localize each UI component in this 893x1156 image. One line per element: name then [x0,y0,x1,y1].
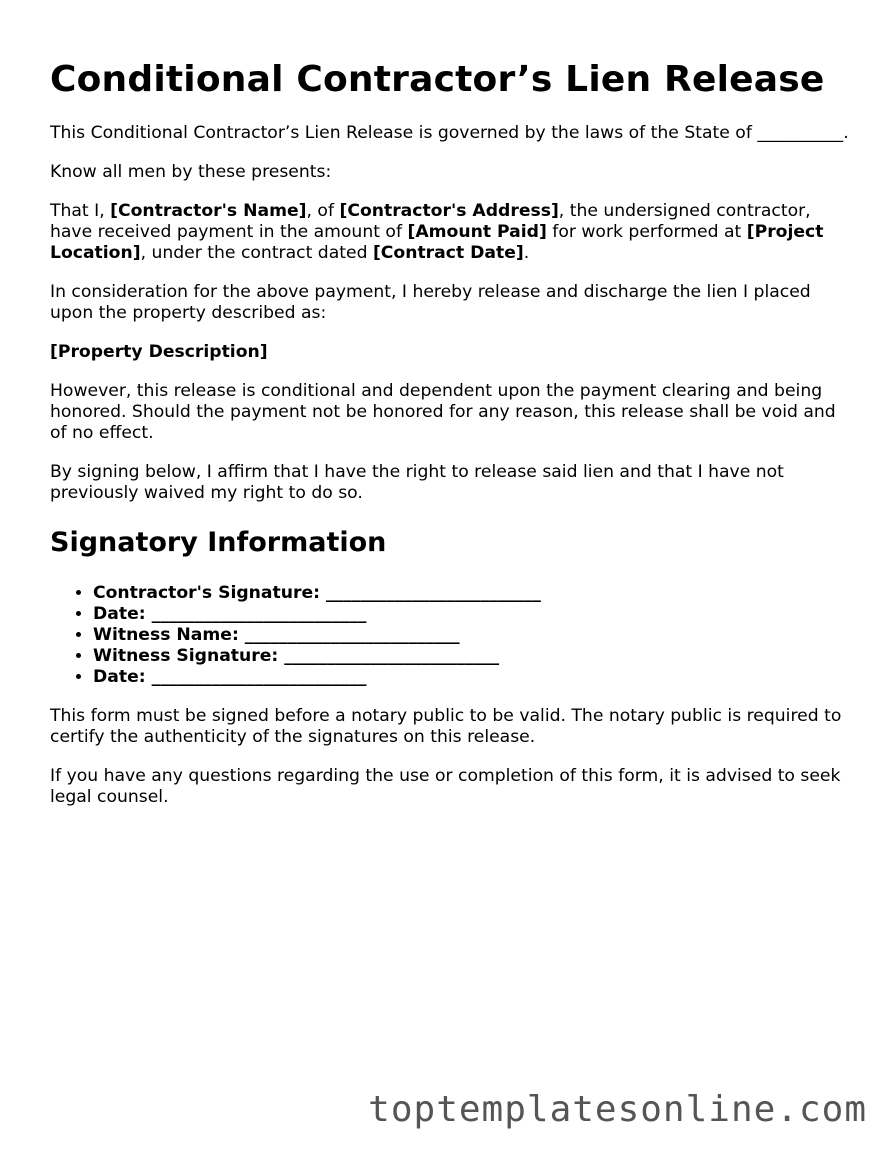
payment-paragraph [50,201,850,264]
document-page [50,58,850,826]
witness-name-line: • Witness Name: _________________________ [93,625,850,646]
payment-text-3: , the undersigned contractor, have received payment in the amount of [50,201,811,243]
payment-text-4: for work performed at [546,222,747,243]
project-location-placeholder: [Project Location] [50,222,824,264]
know-all-paragraph: Know all men by these presents: [50,162,332,183]
affirm-paragraph: By signing below, I affirm that I have the right to release said lien and that I have not previously waived my right to do so. [50,462,784,504]
contractor-date-line: • Date: _________________________ [93,604,850,625]
amount-paid-placeholder: [Amount Paid] [407,222,547,243]
payment-text-6: . [523,243,530,264]
contractor-signature-line: • Contractor's Signature: _________________________ [93,583,850,604]
property-description-placeholder [50,342,850,363]
signatory-heading: Signatory Information [50,527,387,559]
witness-date-line: • Date: _________________________ [93,667,850,688]
payment-text-2: , of [306,201,340,222]
witness-signature-line: • Witness Signature: _________________________ [93,646,850,667]
consideration-paragraph: In consideration for the above payment, I hereby release and discharge the lien I placed upon the property described as: [50,282,811,324]
page-title: Conditional Contractor’s Lien Release [50,59,825,100]
payment-text-5: , under the contract dated [140,243,373,264]
contractor-name-placeholder: [Contractor's Name] [110,201,307,222]
conditional-paragraph: However, this release is conditional and dependent upon the payment clearing and being honored. Should the payment not be honored for any reason, this release shall be void and of no effect. [50,381,836,444]
signatory-list [50,583,850,688]
governing-law-paragraph: This Conditional Contractor’s Lien Release is governed by the laws of the State of __________. [50,123,849,144]
payment-text-1: That I, [50,201,111,222]
contract-date-placeholder: [Contract Date] [372,243,524,264]
property-description-text: [Property Description] [50,342,268,363]
legal-counsel-paragraph: If you have any questions regarding the use or completion of this form, it is advised to seek legal counsel. [50,765,841,807]
contractor-address-placeholder: [Contractor's Address] [339,201,559,222]
site-watermark: toptemplatesonline.com [368,1089,867,1130]
notary-paragraph: This form must be signed before a notary public to be valid. The notary public is required to certify the authenticity of the signatures on this release. [50,705,842,747]
